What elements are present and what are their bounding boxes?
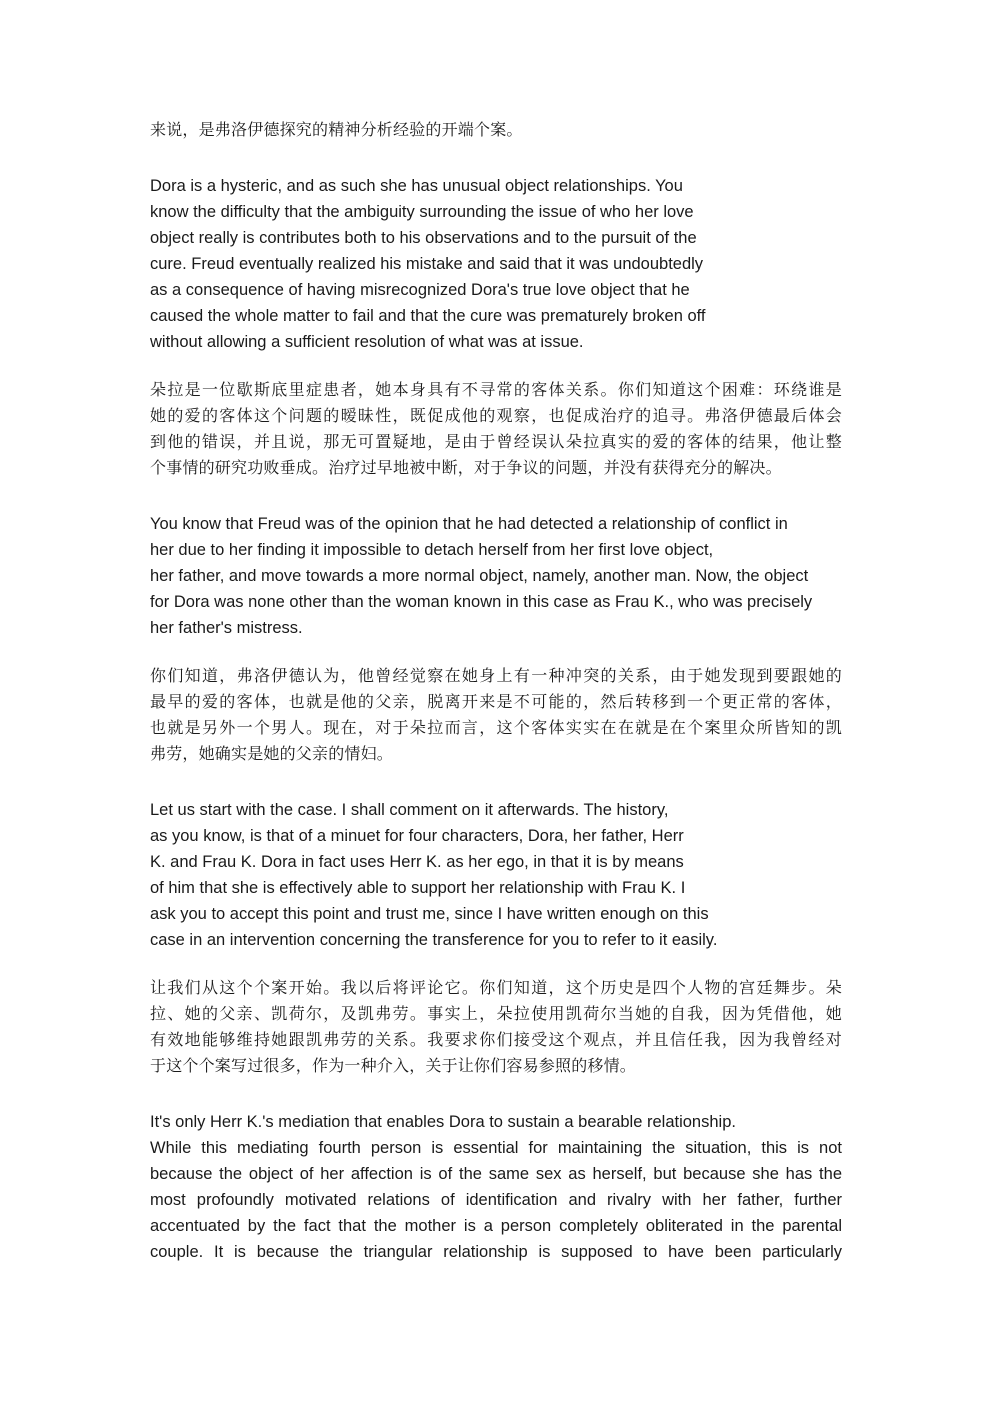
text-line: 有效地能够维持她跟凯弗劳的关系。我要求你们接受这个观点，并且信任我，因为我曾经对 [150,1030,842,1049]
text-line: 个事情的研究功败垂成。治疗过早地被中断，对于争议的问题，并没有获得充分的解决。 [150,458,782,477]
text-line: 弗劳，她确实是她的父亲的情妇。 [150,744,394,763]
text-line: 最早的爱的客体，也就是他的父亲，脱离开来是不可能的，然后转移到一个更正常的客体， [150,692,842,711]
text-line: most profoundly motivated relations of identification and rivalry with her father, further [150,1191,842,1209]
text-line: caused the whole matter to fail and that the cure was prematurely broken off [150,307,706,325]
text-line: as you know, is that of a minuet for four characters, Dora, her father, Herr [150,827,684,845]
paragraph-english-mediation [150,1109,842,1265]
text-line: 于这个个案写过很多，作为一种介入，关于让你们容易参照的移情。 [150,1056,637,1075]
paragraph-chinese-minuet [150,975,842,1079]
text-line: 拉、她的父亲、凯荷尔，及凯弗劳。事实上，朵拉使用凯荷尔当她的自我，因为凭借他，她 [150,1004,842,1023]
text-line: for Dora was none other than the woman known in this case as Frau K., who was precisely [150,593,813,611]
paragraph-english-minuet [150,797,717,953]
text-line: couple. It is because the triangular relationship is supposed to have been particularly [150,1243,842,1261]
paragraph-english-conflict [150,511,812,641]
text-line: 朵拉是一位歇斯底里症患者，她本身具有不寻常的客体关系。你们知道这个困难：环绕谁是 [150,380,842,399]
paragraph-chinese-conflict [150,663,842,767]
paragraph-english-hysteric [150,173,706,355]
text-line: 你们知道，弗洛伊德认为，他曾经觉察在她身上有一种冲突的关系，由于她发现到要跟她的 [150,666,842,685]
text-line: her father's mistress. [150,619,303,637]
text-line: It's only Herr K.'s mediation that enables Dora to sustain a bearable relationship. [150,1113,736,1131]
text-line: without allowing a sufficient resolution of what was at issue. [150,333,584,351]
text-line: Dora is a hysteric, and as such she has unusual object relationships. You [150,177,683,195]
text-line: because the object of her affection is of the same sex as herself, but because she has the [150,1165,842,1183]
text-line: ask you to accept this point and trust me, since I have written enough on this [150,905,709,923]
paragraph-chinese-intro [150,117,523,143]
text-line: 让我们从这个个案开始。我以后将评论它。你们知道，这个历史是四个人物的宫廷舞步。朵 [150,978,842,997]
text-line: 她的爱的客体这个问题的暧昧性，既促成他的观察，也促成治疗的追寻。弗洛伊德最后体会 [150,406,842,425]
text-line: 也就是另外一个男人。现在，对于朵拉而言，这个客体实实在在就是在个案里众所皆知的凯 [150,718,842,737]
text-line: her father, and move towards a more normal object, namely, another man. Now, the object [150,567,809,585]
text-line: You know that Freud was of the opinion that he had detected a relationship of conflict in [150,515,788,533]
text-line: know the difficulty that the ambiguity surrounding the issue of who her love [150,203,694,221]
text-line: of him that she is effectively able to support her relationship with Frau K. I [150,879,686,897]
text-line: 到他的错误，并且说，那无可置疑地，是由于曾经误认朵拉真实的爱的客体的结果，他让整 [150,432,842,451]
paragraph-chinese-hysteric [150,377,842,481]
text-line: object really is contributes both to his observations and to the pursuit of the [150,229,697,247]
text-line: accentuated by the fact that the mother is a person completely obliterated in the parental [150,1217,842,1235]
text-line: 来说，是弗洛伊德探究的精神分析经验的开端个案。 [150,120,523,139]
text-line: K. and Frau K. Dora in fact uses Herr K. as her ego, in that it is by means [150,853,684,871]
text-line: Let us start with the case. I shall comment on it afterwards. The history, [150,801,669,819]
text-line: case in an intervention concerning the transference for you to refer to it easily. [150,931,718,949]
text-line: cure. Freud eventually realized his mistake and said that it was undoubtedly [150,255,704,273]
text-line: as a consequence of having misrecognized Dora's true love object that he [150,281,690,299]
text-line: her due to her finding it impossible to detach herself from her first love object, [150,541,714,559]
text-line: While this mediating fourth person is essential for maintaining the situation, this is not [150,1139,842,1157]
